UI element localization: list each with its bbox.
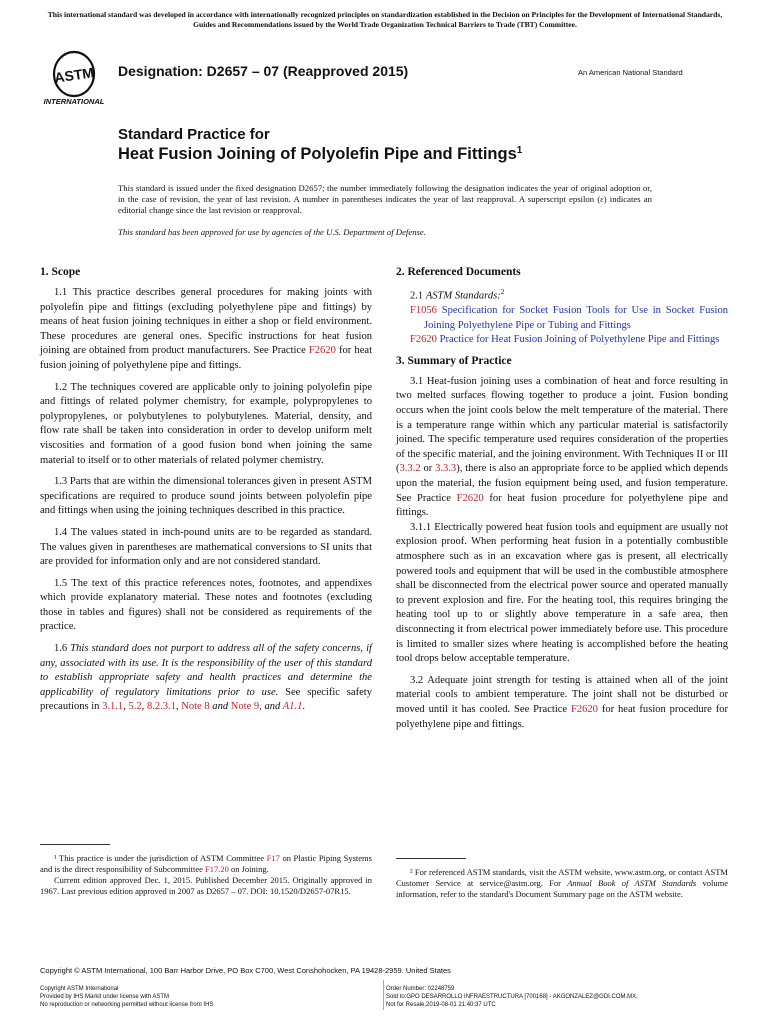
link-f2620[interactable]: F2620: [570, 703, 598, 715]
footnote-2-text: ² For referenced ASTM standards, visit the ASTM website, www.astm.org, or contact ASTM Customer Service at service@astm.org. For: [396, 867, 728, 888]
link-note-8[interactable]: Note 8: [181, 701, 210, 713]
section-3-heading: 3. Summary of Practice: [396, 354, 512, 367]
link-3-3-3[interactable]: 3.3.3: [435, 463, 457, 475]
document-title: [118, 145, 522, 164]
para-1-3: 1.3 Parts that are within the dimensional tolerances given in present ASTM specifications are required to produce sound joints between polyolefin pipe and fittings when using the joining techniques described in this practice.: [40, 476, 372, 517]
footnote-1-text: ¹ This practice is under the jurisdiction of ASTM Committee: [54, 853, 267, 863]
para-2-1-number: 2.1: [410, 290, 426, 302]
link-a1-1[interactable]: A1.1: [282, 701, 303, 713]
sep: , and: [259, 701, 283, 713]
right-column: [396, 265, 728, 732]
ref-item-f2620: [410, 333, 728, 348]
sep: ,: [175, 701, 182, 713]
svg-text:INTERNATIONAL: INTERNATIONAL: [43, 97, 105, 106]
para-3-2-text-end: for heat fusion procedure for polyethylene pipe and fittings.: [396, 703, 728, 730]
footnote-2: [396, 867, 728, 900]
link-note-9[interactable]: Note 9: [230, 701, 260, 713]
safety-statement: This standard does not purport to address all of the safety concerns, if any, associated with its use. It is the responsibility of the user of this standard to establish appropriate safety and health practices and determine the applicability of regulatory limitations prior to use.: [40, 643, 372, 698]
license-left: [40, 985, 213, 1009]
para-3-1-1: 3.1.1 Electrically powered heat fusion tools and equipment are usually not explosion proof. When performing heat fusion in a potentially combustible atmosphere such as in an excavation where gas is present, all electrically powered tools and equipment that will be used in the combustible atmosphere shall be disconnected from the electrical power source and operated manually to prevent explosion and fire. For the heating tool, this requires bringing the heating tool up to or slightly above temperature in a safe area, then disconnecting it from electrical power immediately before use. This procedure is limited to smaller sizes where heating is accomplished before the heating tool drops below acceptable temperature.: [396, 521, 728, 665]
link-f2620[interactable]: F2620: [308, 345, 336, 357]
svg-text:ASTM: ASTM: [53, 64, 95, 86]
sold-to: Sold to:GPO DESARROLLO INFRAESTRUCTURA [700168] - AKGONZALEZ@GDI.COM.MX,: [386, 994, 638, 1000]
license-right: [386, 985, 638, 1009]
sep: and: [209, 701, 231, 713]
national-standard-label: An American National Standard: [578, 68, 683, 77]
para-1-6-number: 1.6: [54, 643, 71, 655]
title-footnote-mark: 1: [516, 145, 523, 156]
footnote-rule: [396, 858, 466, 859]
para-3-2-text: 3.2 Adequate joint strength for testing is attained when all of the joint material cools to ambient temperature. The joint shall not be disturbed or moved until it has cooled. See Practice: [396, 674, 728, 715]
para-1-2: 1.2 The techniques covered are applicable only to joining polyolefin pipe and fittings of related polymer chemistry, for example, polypropylenes to polypropylenes, or polybutylenes to polybutylenes. Material, density, and flow rate shall be taken into consideration in order to develop uniform melt viscosities and formation of a good fusion bond when joining the same material to itself or to other materials of related polymer chemistry.: [40, 381, 372, 466]
para-3-1-text: 3.1 Heat-fusion joining uses a combination of heat and force resulting in two melted surfaces flowing together to produce a joint. Fusion bonding occurs when the joint cools below the melt temperature of the material. There is a temperature range within which any particular material is satisfactorily joined. The specific temperature used requires consideration of the properties of the specific material, and the joining environment. With Techniques II or III (: [396, 375, 728, 475]
license-line: Copyright ASTM International: [40, 986, 119, 992]
footnote-1: [40, 853, 372, 897]
link-f17[interactable]: F17: [266, 853, 280, 863]
footnote-1-edition: Current edition approved Dec. 1, 2015. Published December 2015. Originally approved in 1967. Last previous edition approved in 2007 as D2657 – 07. DOI: 10.1520/D2657-07R15.: [40, 875, 372, 896]
para-1-1-text-end: for heat fusion joining of polyethylene pipe and fittings.: [40, 345, 372, 371]
footnote-2-text-end: volume information, refer to the standard's Document Summary page on the ASTM website.: [396, 878, 728, 899]
para-1-4: 1.4 The values stated in inch-pound units are to be regarded as standard. The values given in parentheses are mathematical conversions to SI units that are provided for information only and are not considered standard.: [40, 526, 372, 568]
link-3-3-2[interactable]: 3.3.2: [399, 463, 421, 475]
link-3-1-1[interactable]: 3.1.1: [102, 701, 124, 713]
ref-item-f1056: [410, 304, 728, 333]
issuance-note: This standard is issued under the fixed designation D2657; the number immediately following the designation indicates the year of original adoption or, in the case of revision, the year of last revision. A number in parentheses indicates the year of last reapproval. A superscript epsilon (ε) indicates an editorial change since the last revision or reapproval.: [118, 183, 652, 215]
para-3-2: [396, 674, 728, 732]
para-3-1: [396, 375, 728, 521]
left-column: [40, 265, 372, 715]
para-2-1: [396, 285, 728, 304]
link-5-2[interactable]: 5.2: [128, 701, 142, 713]
link-f2620[interactable]: F2620: [456, 492, 484, 504]
order-number: Order Number: 02248759: [386, 986, 455, 992]
sep: .: [302, 701, 305, 713]
section-1-heading: 1. Scope: [40, 266, 81, 278]
para-1-6-text: See specific safety precautions in: [40, 686, 372, 713]
footnotes-right: [396, 858, 728, 900]
footnote-2-italic: Annual Book of ASTM Standards: [567, 878, 697, 888]
sep: or: [420, 463, 436, 475]
section-2-heading: 2. Referenced Documents: [396, 266, 521, 278]
astm-logo: [40, 50, 110, 108]
footnote-mark-2: 2: [500, 288, 505, 296]
ref-code-f1056[interactable]: F1056: [410, 305, 437, 317]
title-line-1: Standard Practice for: [118, 126, 270, 143]
para-3-1-text-2: ), there is also an appropriate force to be applied which depends upon the material, the fusion equipment being used, and fusion temperature. See Practice: [396, 463, 728, 504]
para-1-5: 1.5 The text of this practice references notes, footnotes, and appendixes which provide explanatory material. These notes and footnotes (excluding those in tables and figures) shall not be considered as requirements of the practice.: [40, 577, 372, 633]
sep: ,: [141, 701, 147, 713]
link-8-2-3-1[interactable]: 8.2.3.1: [146, 701, 176, 713]
copyright-line: Copyright © ASTM International, 100 Barr Harbor Drive, PO Box C700, West Conshohocken, PA 19428-2959. United States: [40, 966, 451, 975]
footnote-1-text-3: on Joining.: [228, 864, 269, 874]
para-1-6: [40, 642, 372, 715]
sep: ,: [123, 701, 129, 713]
link-f17-20[interactable]: F17.20: [205, 864, 229, 874]
license-line: Provided by IHS Markit under license with ASTM: [40, 994, 170, 1000]
designation: Designation: D2657 – 07 (Reapproved 2015): [118, 63, 409, 79]
resale-note: Not for Resale,2019-08-01 21:40:37 UTC: [386, 1002, 496, 1008]
astm-standards-label: ASTM Standards:: [425, 290, 501, 302]
ref-title-f2620[interactable]: Practice for Heat Fusion Joining of Polyethylene Pipe and Fittings: [436, 334, 720, 346]
ref-title-f1056[interactable]: Specification for Socket Fusion Tools for Use in Socket Fusion Joining Polyethylene Pipe or Tubing and Fittings: [424, 305, 728, 331]
para-1-1: [40, 286, 372, 374]
tbt-notice: This international standard was developed in accordance with internationally recognized principles on standardization established in the Decision on Principles for the Development of International Standards, Guides and Recommendations issued by the World Trade Organization Technical Barriers to Trade (TBT) Committee.: [47, 10, 723, 29]
para-3-1-text-end: for heat fusion procedure for polyethylene pipe and fittings.: [396, 492, 728, 519]
ref-code-f2620[interactable]: F2620: [410, 334, 437, 346]
footnote-rule: [40, 844, 110, 845]
dod-approval-note: This standard has been approved for use by agencies of the U.S. Department of Defense.: [118, 227, 426, 237]
title-text: Heat Fusion Joining of Polyolefin Pipe and Fittings: [118, 145, 517, 163]
para-1-1-text: 1.1 This practice describes general procedures for making joints with polyolefin pipe and fittings (excluding polyethylene pipe and fittings) by means of heat fusion joining techniques in either a shop or field environment. These procedures are general ones. Specific instructions for heat fusion joining are obtained from product manufacturers. See Practice: [40, 287, 372, 357]
license-line: No reproduction or networking permitted without license from IHS: [40, 1002, 214, 1008]
divider: [383, 980, 384, 1010]
footnotes-left: [40, 844, 372, 897]
footnote-1-text-2: on Plastic Piping Systems and is the direct responsibility of Subcommittee: [40, 853, 372, 874]
